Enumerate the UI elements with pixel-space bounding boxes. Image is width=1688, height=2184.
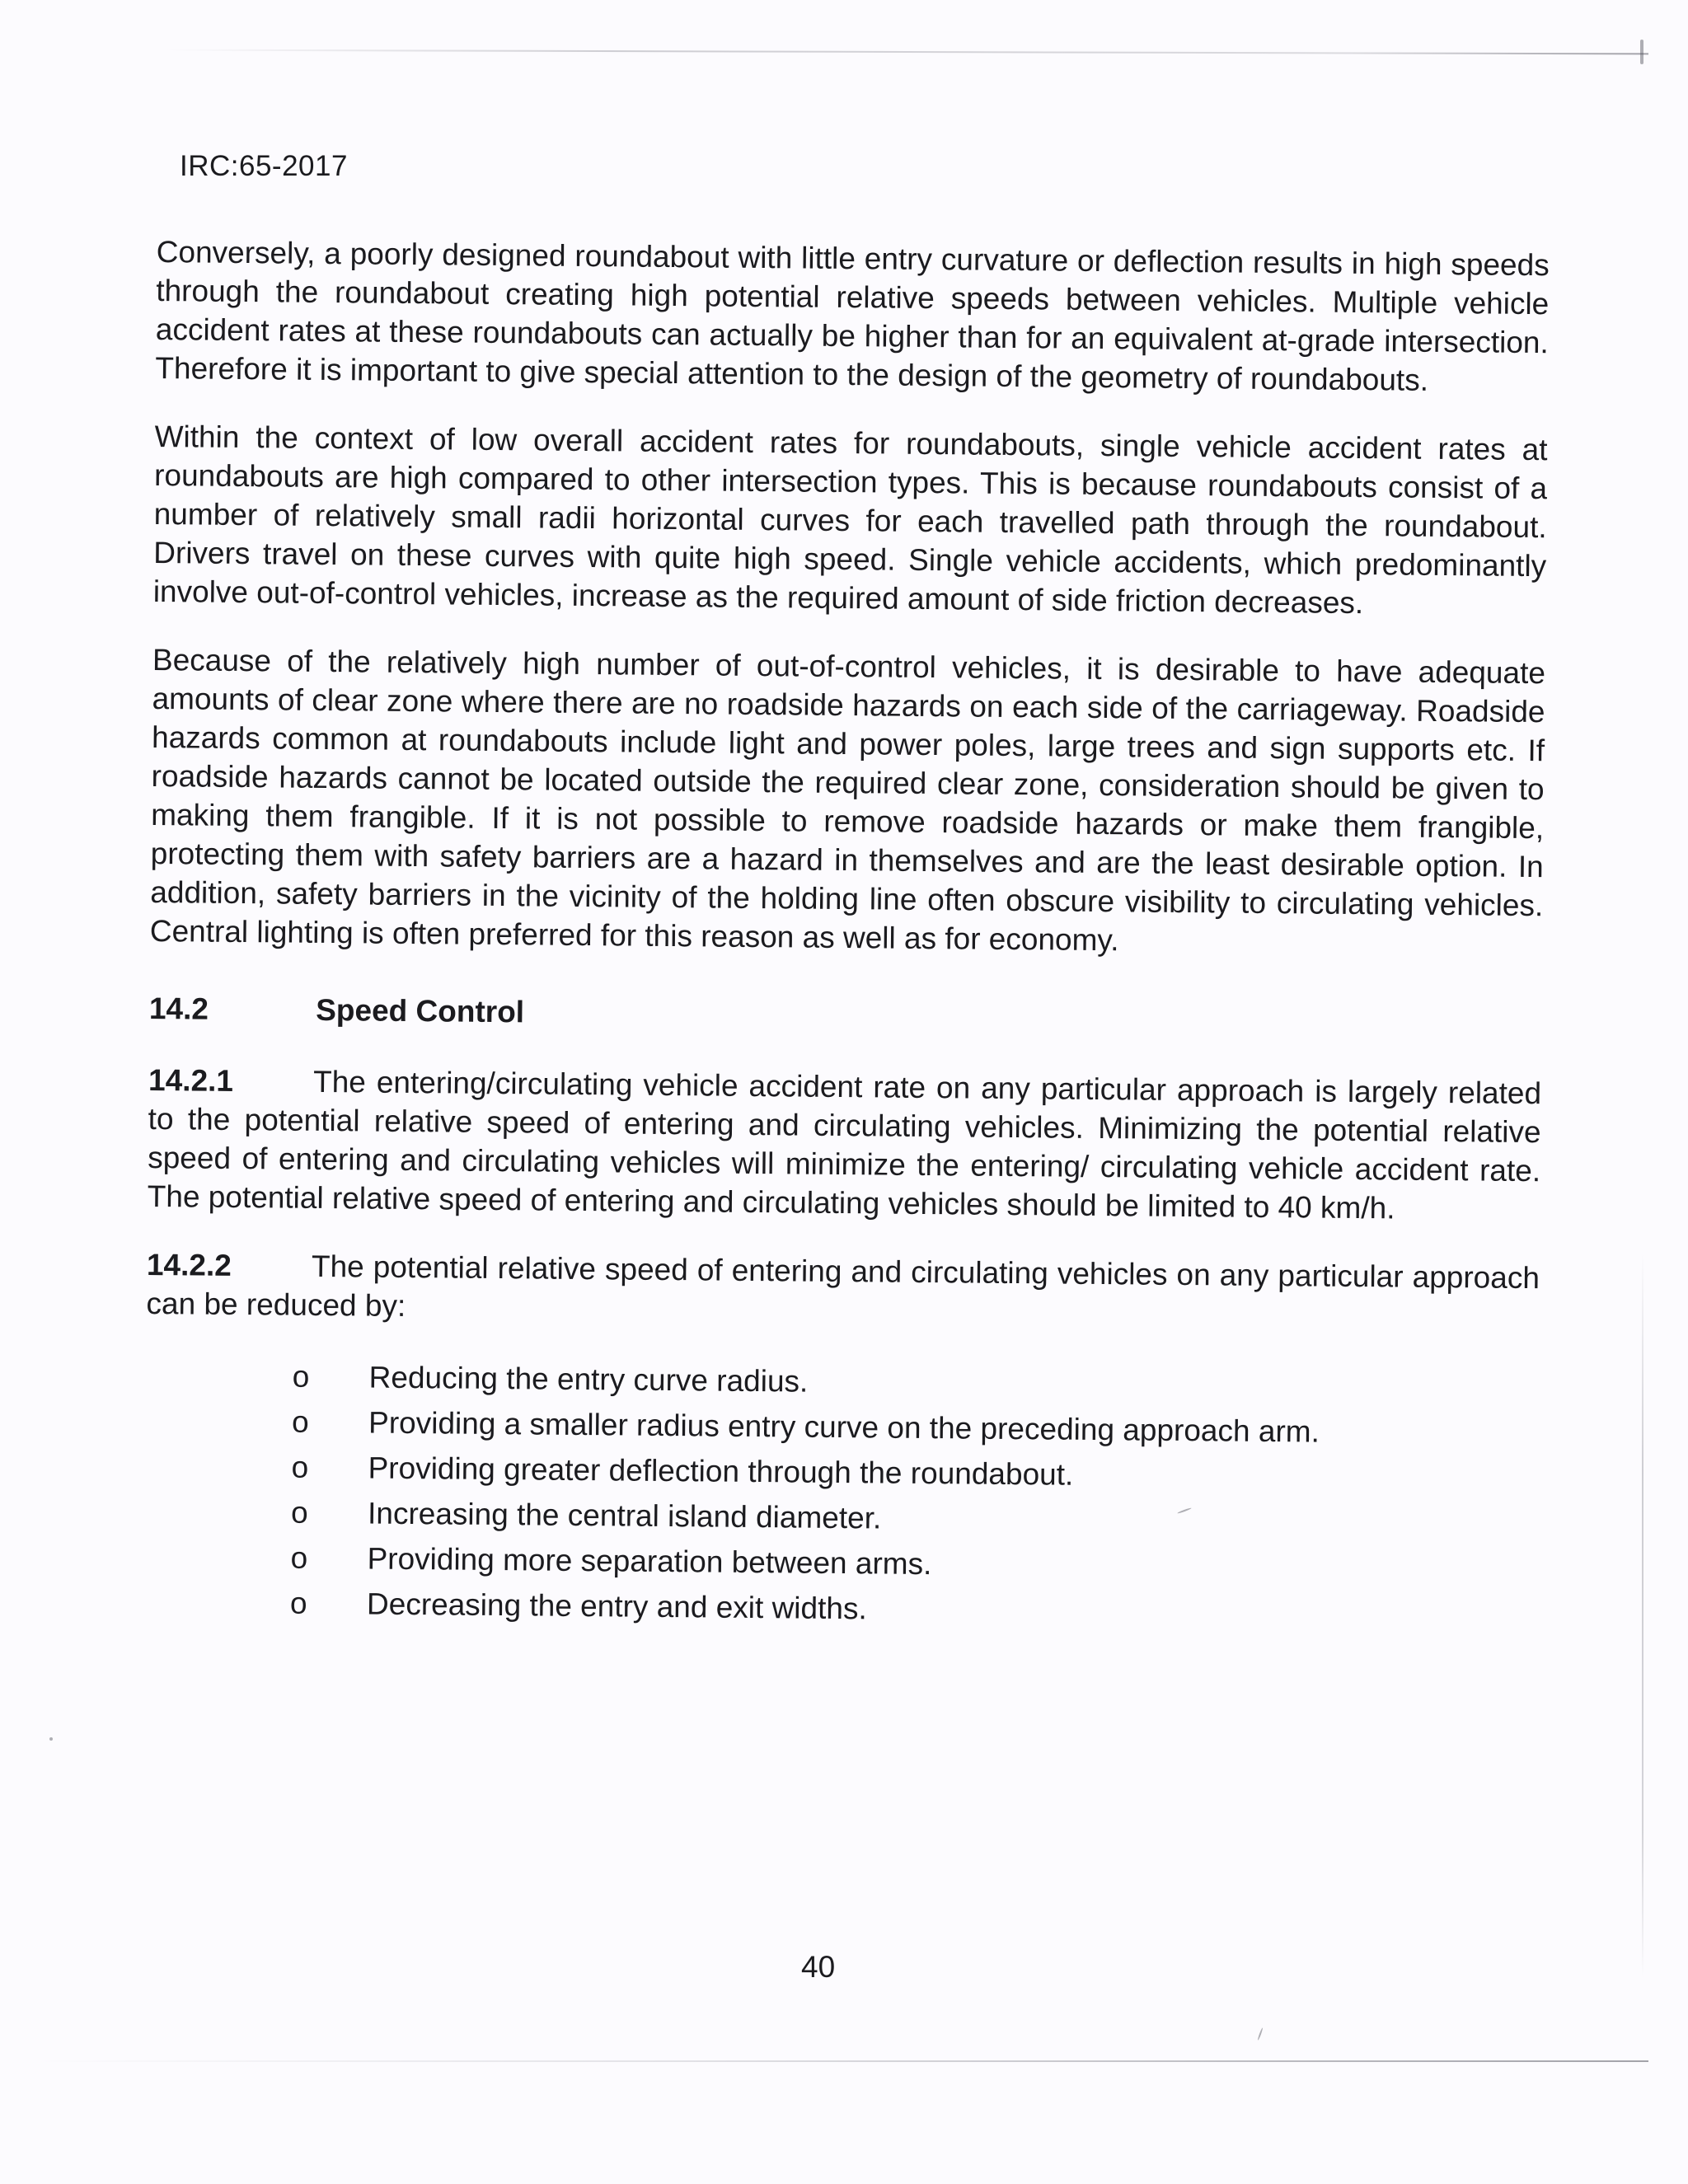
page-content bbox=[143, 232, 1550, 1638]
subsection-paragraph bbox=[146, 1245, 1540, 1336]
subsection-text: The entering/circulating vehicle accident rate on any particular approach is largely related to the potential relative speed of entering and circulating vehicles. Minimizing the potential relative speed of entering and circulating vehicles will minimize the entering/ circulating vehicle accident rate. The potential relative speed of entering and circulating vehicles should be limited to 40 km/h. bbox=[147, 1064, 1542, 1226]
scan-edge-right bbox=[1642, 1253, 1643, 1978]
document-code: IRC:65-2017 bbox=[180, 150, 348, 182]
scan-edge-bottom bbox=[33, 2060, 1648, 2062]
subsection-number: 14.2.2 bbox=[146, 1247, 232, 1282]
paragraph: Conversely, a poorly designed roundabout with little entry curvature or deflection results in high speeds through the roundabout creating high potential relative speeds between vehicles. Multiple vehicle accident rates at these roundabouts can actually be higher than for an equivalent at-grade intersection. Therefore it is important to give special attention to the design of the geometry of roundabouts. bbox=[155, 234, 1550, 397]
scan-speck bbox=[49, 1737, 53, 1741]
scan-speck bbox=[1257, 2027, 1263, 2041]
list-item-text: Increasing the central island diameter. bbox=[367, 1496, 882, 1535]
bullet-list bbox=[143, 1352, 1539, 1638]
subsection-text: The potential relative speed of entering and circulating vehicles on any particular approach can be reduced by: bbox=[146, 1249, 1540, 1323]
bullet-marker: o bbox=[289, 1586, 307, 1620]
bullet-marker: o bbox=[290, 1540, 308, 1575]
bullet-marker: o bbox=[291, 1404, 309, 1439]
list-item-text: Reducing the entry curve radius. bbox=[368, 1360, 809, 1399]
list-item-text: Providing more separation between arms. bbox=[367, 1541, 932, 1582]
scan-edge-top bbox=[165, 49, 1648, 55]
scan-speck bbox=[1640, 40, 1643, 64]
bullet-marker: o bbox=[291, 1450, 309, 1484]
paragraph: Because of the relatively high number of out-of-control vehicles, it is desirable to have adequate amounts of clear zone where there are no roadside hazards on each side of the carriageway. Roadside hazards common at roundabouts include light and power poles, large trees and sign supports etc. If roadside hazards cannot be located outside the required clear zone, consideration should be given to making them frangible. If it is not possible to remove roadside hazards or make them frangible, protecting them with safety barriers are a hazard in themselves and are the least desirable option. In addition, safety barriers in the vicinity of the holding line often obscure visibility to circulating vehicles. Central lighting is often preferred for this reason as well as for economy. bbox=[149, 642, 1546, 958]
page-number: 40 bbox=[801, 1950, 836, 1984]
list-item-text: Providing greater deflection through the roundabout. bbox=[368, 1451, 1074, 1492]
bullet-marker: o bbox=[290, 1495, 308, 1530]
subsection-number: 14.2.1 bbox=[148, 1062, 234, 1098]
list-item-text: Providing a smaller radius entry curve on the preceding approach arm. bbox=[368, 1405, 1320, 1449]
paragraph: Within the context of low overall accident rates for roundabouts, single vehicle accident rates at roundabouts are high compared to other intersection types. This is because roundabouts consist of a number of relatively small radii horizontal curves for each travelled path through the roundabout. Drivers travel on these curves with quite high speed. Single vehicle accidents, which predominantly involve out-of-control vehicles, increase as the required amount of side friction decreases. bbox=[152, 419, 1548, 621]
section-title: Speed Control bbox=[316, 992, 525, 1029]
section-heading bbox=[149, 991, 1542, 1039]
bullet-marker: o bbox=[292, 1359, 310, 1394]
section-number: 14.2 bbox=[148, 991, 209, 1026]
list-item-text: Decreasing the entry and exit widths. bbox=[366, 1586, 867, 1626]
subsection-paragraph bbox=[148, 1061, 1542, 1229]
